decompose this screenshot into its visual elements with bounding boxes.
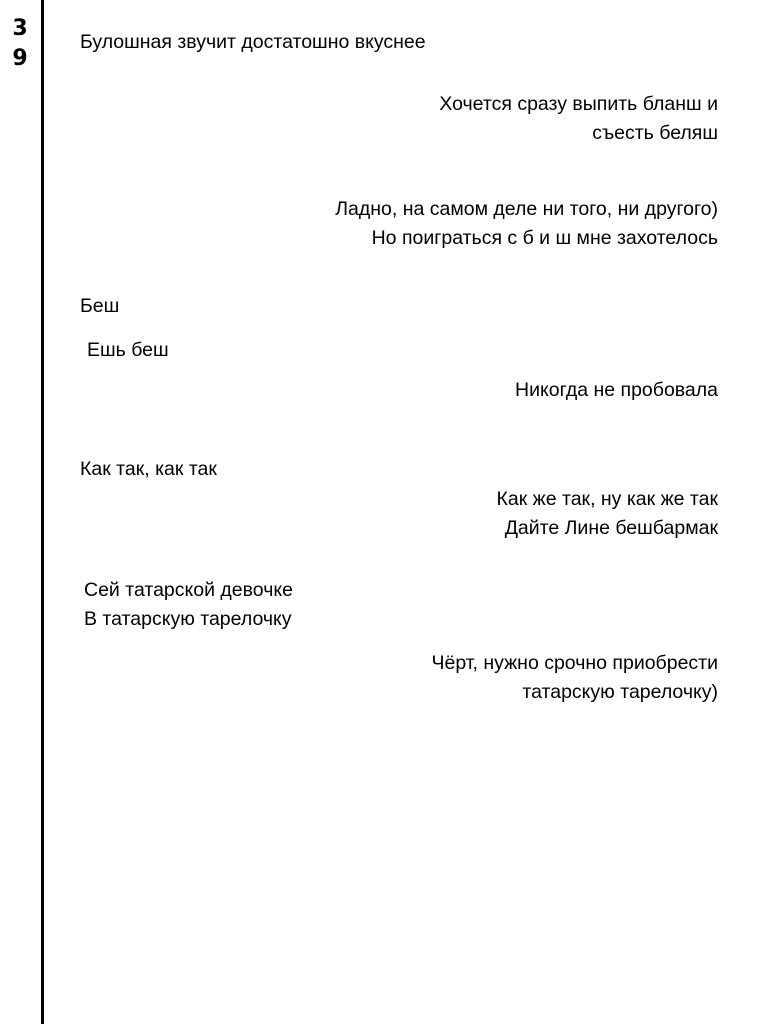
text-line: Хочется сразу выпить бланш и [439, 93, 718, 115]
text-line: татарскую тарелочку) [522, 681, 718, 703]
page-number-digit-2: 9 [12, 46, 28, 71]
text-line: Сей татарской девочке [84, 579, 293, 601]
text-line: Чёрт, нужно срочно приобрести [431, 652, 718, 674]
text-line: Дайте Лине бешбармак [504, 517, 718, 539]
text-block-9 [84, 576, 293, 634]
text-line-4 [80, 292, 119, 321]
text-block-3 [335, 195, 718, 253]
text-line-1 [80, 28, 426, 57]
text-line: Как же так, ну как же так [496, 488, 718, 510]
page-number-digit-1: 3 [12, 16, 28, 41]
text-line-6 [515, 376, 718, 405]
text-block-10 [432, 649, 718, 707]
text-line: Никогда не пробовала [515, 379, 718, 401]
text-block-8 [497, 485, 718, 543]
text-line: В татарскую тарелочку [84, 608, 292, 630]
page-number [6, 14, 34, 74]
text-block-2 [439, 90, 718, 148]
text-line-7 [80, 455, 217, 484]
text-line: Ешь беш [87, 339, 169, 361]
text-line: Как так, как так [80, 458, 217, 480]
text-line: Беш [80, 295, 120, 317]
text-line: Но поиграться с б и ш мне захотелось [371, 227, 718, 249]
text-line: съесть беляш [592, 122, 718, 144]
text-line-5 [87, 336, 169, 365]
margin-rule [41, 0, 44, 1024]
text-line: Булошная звучит достатошно вкуснее [80, 31, 426, 53]
text-line: Ладно, на самом деле ни того, ни другого) [335, 198, 718, 220]
